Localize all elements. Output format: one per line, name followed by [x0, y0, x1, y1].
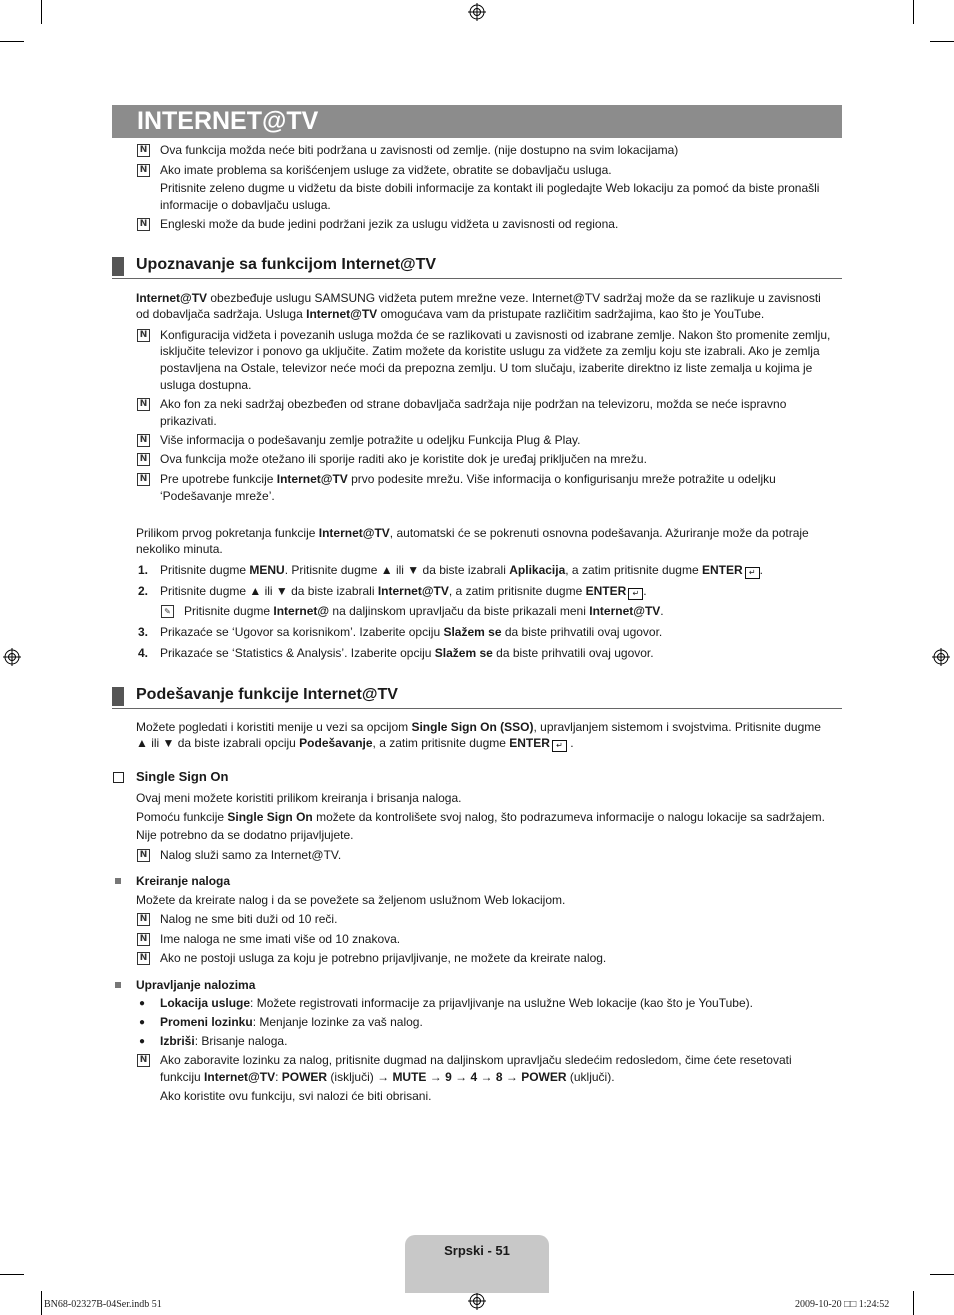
enter-icon: ↵	[552, 740, 567, 752]
bold-term: Internet@TV	[377, 584, 449, 598]
text-span: možete da kontrolišete svoj nalog, što podrazumeva informacije o nalogu lokacije sa sadržajem.	[312, 810, 826, 824]
text-span: na daljinskom upravljaču da biste prikazali meni	[329, 604, 590, 618]
step-3	[160, 624, 662, 641]
crop-mark	[930, 41, 954, 42]
text-span: : Brisanje naloga.	[194, 1034, 288, 1048]
sso-note: Nalog služi samo za Internet@TV.	[160, 848, 342, 862]
bold-term: MUTE	[392, 1070, 427, 1084]
note-icon: N	[137, 933, 150, 946]
bold-term: 9	[445, 1070, 452, 1084]
registration-mark-icon	[468, 3, 486, 21]
text-span: .	[660, 604, 664, 618]
note-line	[160, 471, 776, 488]
text-span: .	[566, 736, 574, 750]
section2-intro-line2	[136, 735, 574, 752]
text-span: , a zatim pritisnite dugme	[565, 563, 702, 577]
text-span: →	[426, 1070, 446, 1084]
create-heading: Kreiranje naloga	[136, 874, 231, 888]
crop-mark	[0, 1274, 24, 1275]
text-span: Pritisnite dugme ▲ ili ▼ da biste izabrali	[160, 584, 378, 598]
note-icon: N	[137, 218, 150, 231]
registration-mark-icon	[932, 648, 950, 666]
bold-term: Izbriši	[160, 1034, 195, 1048]
page-title-band	[112, 105, 842, 138]
step-1	[160, 562, 763, 579]
registration-mark-icon	[468, 1292, 486, 1310]
manage-note-line1: Ako zaboravite lozinku za nalog, pritisnite dugmad na daljinskom upravljaču sledećim redosledom, čime ćete resetovati	[160, 1053, 792, 1067]
create-note-2: Ime naloga ne sme imati više od 10 znakova.	[160, 932, 401, 946]
text-span: Možete pogledati i koristiti menije u vezi sa opcijom	[136, 720, 412, 734]
bold-term: Internet@TV	[306, 307, 378, 321]
create-line1: Možete da kreirate nalog i da se povežete sa željenom uslužnom Web lokacijom.	[136, 893, 566, 907]
text-span: : Menjanje lozinke za vaš nalog.	[252, 1015, 423, 1029]
note-icon: N	[137, 434, 150, 447]
text-span: Prilikom prvog pokretanja funkcije	[136, 526, 319, 540]
manage-note-line2	[160, 1069, 615, 1086]
bold-term: Internet@TV	[276, 472, 348, 486]
note-line: Ako fon za neki sadržaj obezbeđen od strane dobavljača sadržaja nije podržan na televizoru, možda se neće ispravno	[160, 397, 787, 411]
bold-term: Slažem se	[434, 646, 493, 660]
checkbox-bullet-icon	[113, 772, 124, 783]
note-icon: N	[137, 473, 150, 486]
step-number: 2.	[138, 584, 149, 598]
crop-mark	[913, 1291, 914, 1315]
first-run-line1	[136, 525, 809, 542]
note-icon: N	[137, 1054, 150, 1067]
section-bar	[112, 257, 124, 276]
page-title: INTERNET@TV	[137, 107, 319, 135]
section-heading-text: Upoznavanje sa funkcijom Internet@TV	[136, 256, 437, 273]
note-line: ‘Podešavanje mreže’.	[160, 489, 275, 503]
bold-term: Promeni lozinku	[160, 1015, 253, 1029]
section-bar	[112, 687, 124, 706]
text-span: .	[643, 584, 647, 598]
tool-icon: ✎	[161, 605, 174, 618]
square-bullet-icon	[115, 878, 121, 884]
text-span: Pritisnite dugme	[160, 563, 250, 577]
text-span: da biste prihvatili ovaj ugovor.	[501, 625, 663, 639]
bold-term: 4	[470, 1070, 478, 1084]
text-span: . Pritisnite dugme ▲ ili ▼ da biste izabrali	[284, 563, 510, 577]
bold-term: Lokacija usluge	[160, 996, 251, 1010]
note-line: prikazivati.	[160, 414, 217, 428]
sso-line2	[136, 809, 825, 826]
text-span: .	[759, 563, 764, 577]
create-note-1: Nalog ne sme biti duži od 10 reči.	[160, 912, 338, 926]
sso-heading: Single Sign On	[136, 769, 229, 784]
step-2	[160, 583, 647, 600]
section1-intro-line2	[136, 306, 764, 323]
bold-term: ENTER	[702, 563, 743, 577]
bold-term: ENTER	[509, 736, 550, 750]
text-span: od dobavljača sadržaja. Usluga	[136, 307, 307, 321]
text-span: →	[502, 1070, 522, 1084]
crop-mark	[0, 41, 24, 42]
bold-term: Aplikacija	[509, 563, 566, 577]
text-span: (uključi).	[566, 1070, 615, 1084]
text-span: obezbeđuje uslugu SAMSUNG vidžeta putem mrežne veze. Internet@TV sadržaj može da se razlikuje u zavisnosti	[207, 291, 821, 305]
imprint-right: 2009-10-20 □□ 1:24:52	[795, 1299, 890, 1310]
imprint-left: BN68-02327B-04Ser.indb 51	[44, 1299, 162, 1310]
bold-term: Internet@TV	[589, 604, 661, 618]
text-span: Prikazaće se ‘Ugovor sa korisnikom’. Izaberite opciju	[160, 625, 444, 639]
intro-note-2: Ako imate problema sa korišćenjem usluge za vidžete, obratite se dobavljaču usluga.	[160, 163, 612, 177]
text-span: Pritisnite dugme	[184, 604, 274, 618]
text-span: (isključi) →	[327, 1070, 393, 1084]
section-heading	[112, 254, 842, 279]
bold-term: Podešavanje	[299, 736, 373, 750]
note-line: Konfiguracija vidžeta i povezanih usluga možda će se razlikovati u zavisnosti od izabrane zemlje. Nakon što promenite zemlju,	[160, 328, 831, 342]
text-span: →	[451, 1070, 471, 1084]
section1-intro-line1	[136, 290, 821, 307]
crop-mark	[913, 0, 914, 24]
page-number: Srpski - 51	[444, 1243, 510, 1258]
note-line: isključite televizor i ponovo ga uključite. Zatim možete da koristite uslugu za vidžete za zemlju koju ste izabrali. Ako je zemlja	[160, 344, 820, 358]
bullet-dot-icon: ●	[139, 1036, 146, 1047]
bold-term: Slažem se	[443, 625, 502, 639]
text-span: , a zatim pritisnite dugme	[372, 736, 510, 750]
square-bullet-icon	[115, 982, 121, 988]
bold-term: Internet@TV	[318, 526, 390, 540]
note-icon: N	[137, 398, 150, 411]
text-span: funkciju	[160, 1070, 205, 1084]
text-span: da biste prihvatili ovaj ugovor.	[492, 646, 654, 660]
manage-heading: Upravljanje nalozima	[136, 978, 256, 992]
bold-term: Internet@TV	[136, 291, 208, 305]
sso-line1: Ovaj meni možete koristiti prilikom kreiranja i brisanja naloga.	[136, 791, 462, 805]
registration-mark-icon	[3, 648, 21, 666]
step-number: 4.	[138, 646, 149, 660]
text-span: , a zatim pritisnite dugme	[448, 584, 586, 598]
text-span: →	[477, 1070, 496, 1084]
create-note-3: Ako ne postoji usluga za koju je potrebno prijavljivanje, ne možete da kreirate nalog.	[160, 951, 607, 965]
manage-item-2	[160, 1014, 423, 1031]
crop-mark	[930, 1274, 954, 1275]
note-line: usluga dostupna.	[160, 378, 252, 392]
text-span: , upravljanjem sistemom i svojstvima. Pritisnite dugme	[533, 720, 821, 734]
manage-note-line3: Ako koristite ovu funkciju, svi nalozi će biti obrisani.	[160, 1089, 432, 1103]
note-icon: N	[137, 849, 150, 862]
text-span: prvo podesite mrežu. Više informacija o konfigurisanju mreže potražite u odeljku	[347, 472, 776, 486]
text-span: ▲ ili ▼ da biste izabrali opciju	[136, 736, 300, 750]
step-number: 3.	[138, 625, 149, 639]
bold-term: Single Sign On	[227, 810, 313, 824]
note-icon: N	[137, 144, 150, 157]
section-heading-text: Podešavanje funkcije Internet@TV	[136, 686, 398, 703]
section2-intro-line1	[136, 719, 821, 736]
manage-item-1	[160, 995, 753, 1012]
first-run-line2: nekoliko minuta.	[136, 542, 223, 556]
intro-note-1: Ova funkcija možda neće biti podržana u zavisnosti od zemlje. (nije dostupno na svim lokacijama)	[160, 143, 679, 157]
note-line: Ova funkcija može otežano ili sporije raditi ako je koristite dok je uređaj priključen na mrežu.	[160, 452, 647, 466]
text-span: : Možete registrovati informacije za prijavljivanje na uslužne Web lokacije (kao što je YouTube).	[250, 996, 753, 1010]
note-icon: N	[137, 913, 150, 926]
step-number: 1.	[138, 563, 149, 577]
note-icon: N	[137, 329, 150, 342]
bold-term: Single Sign On (SSO)	[411, 720, 534, 734]
bold-term: POWER	[281, 1070, 328, 1084]
page-number-tab	[405, 1235, 549, 1293]
bold-term: Internet@TV	[204, 1070, 276, 1084]
text-span: Prikazaće se ‘Statistics & Analysis’. Izaberite opciju	[160, 646, 435, 660]
note-icon: N	[137, 164, 150, 177]
intro-note-2-line3: informacije o dobavljaču usluga.	[160, 198, 331, 212]
note-line: postavljena na Ostale, televizor neće moći da prepozna zemlju. U tom slučaju, izaberite direktno iz liste zemalja u kojima je	[160, 361, 813, 375]
bold-term: 8	[495, 1070, 503, 1084]
bold-term: Internet@	[273, 604, 330, 618]
note-icon: N	[137, 952, 150, 965]
note-line: Više informacija o podešavanju zemlje potražite u odeljku Funkcija Plug & Play.	[160, 433, 581, 447]
section-heading	[112, 684, 842, 709]
text-span: omogućava vam da pristupate različitim sadržajima, kao što je YouTube.	[377, 307, 765, 321]
bullet-dot-icon: ●	[139, 1017, 146, 1028]
bullet-dot-icon: ●	[139, 998, 146, 1009]
bold-term: POWER	[521, 1070, 567, 1084]
step-2-tip	[184, 603, 664, 620]
text-span: Pomoću funkcije	[136, 810, 228, 824]
step-4	[160, 645, 654, 662]
enter-icon: ↵	[745, 567, 760, 579]
manage-item-3	[160, 1033, 287, 1050]
crop-mark	[41, 1291, 42, 1315]
bold-term: MENU	[249, 563, 285, 577]
text-span: :	[275, 1070, 282, 1084]
text-span: , automatski će se pokrenuti osnovna podešavanja. Ažuriranje može da potraje	[389, 526, 809, 540]
text-span: Pre upotrebe funkcije	[160, 472, 277, 486]
enter-icon: ↵	[628, 588, 643, 600]
intro-note-2-line2: Pritisnite zeleno dugme u vidžetu da biste dobili informacije za kontakt ili pogledajte Web lokaciju za pomoć da biste pronašli	[160, 181, 820, 195]
crop-mark	[41, 0, 42, 24]
intro-note-3: Engleski može da bude jedini podržani jezik za uslugu vidžeta u zavisnosti od regiona.	[160, 217, 619, 231]
note-icon: N	[137, 453, 150, 466]
bold-term: ENTER	[585, 584, 627, 598]
sso-line3: Nije potrebno da se dodatno prijavljujete.	[136, 828, 354, 842]
